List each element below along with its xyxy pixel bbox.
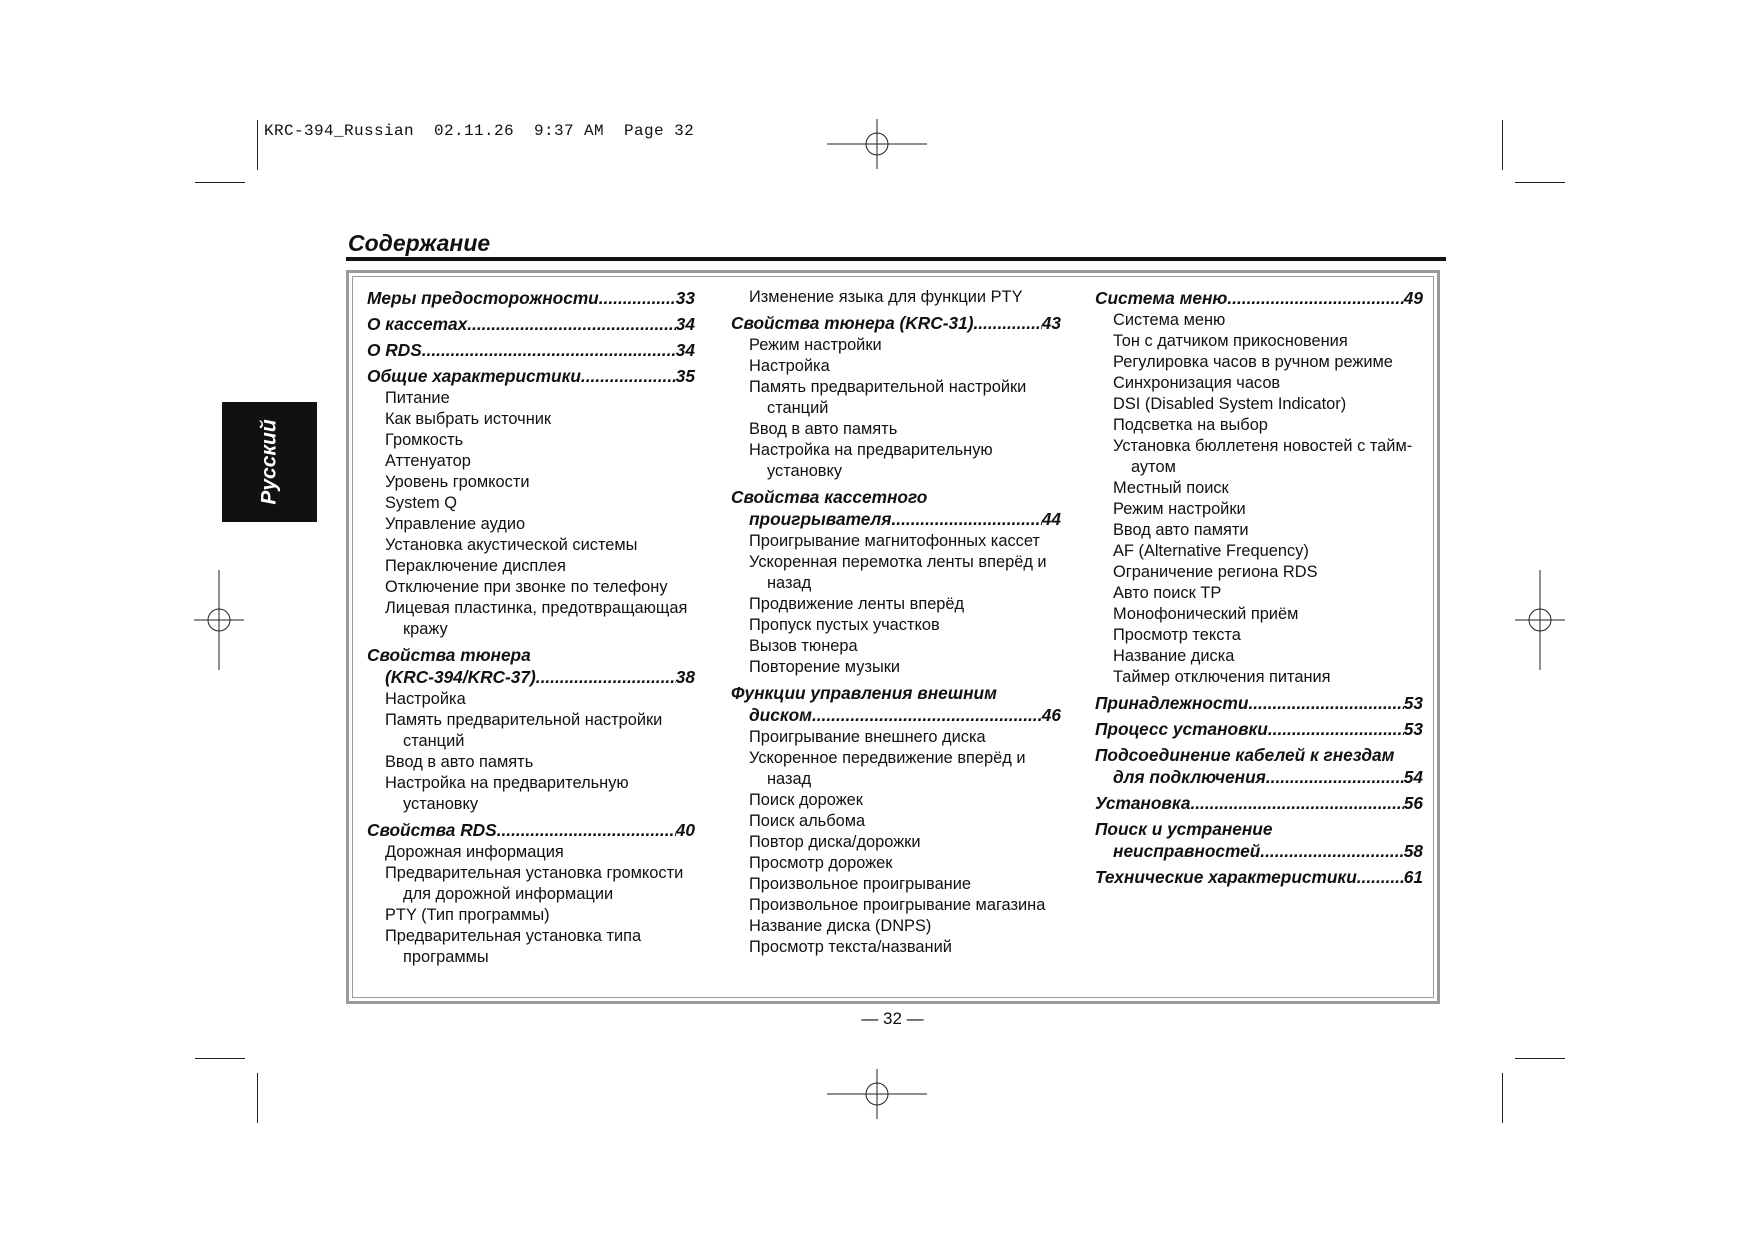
toc-entry: [1095, 818, 1423, 862]
toc-sub-list: [731, 531, 1061, 678]
toc-entry-page: 43: [1041, 313, 1061, 333]
crop-mark-bottom-left-vertical: [257, 1073, 258, 1123]
toc-entry-title: для подключения: [1113, 767, 1266, 787]
toc-sub-item: Подсветка на выбор: [1113, 416, 1268, 434]
toc-entry-page: 46: [1041, 705, 1061, 725]
crop-mark-bottom-left-horizontal: [195, 1058, 245, 1059]
crop-mark-bottom-right-vertical: [1502, 1073, 1503, 1123]
toc-sub-item: System Q: [385, 494, 457, 512]
toc-sub-item: Монофонический приём: [1113, 605, 1299, 623]
toc-sub-item: Система меню: [1113, 311, 1226, 329]
toc-sub-item: Ввод в авто память: [385, 753, 534, 771]
toc-sub-item: Дорожная информация: [385, 843, 564, 861]
toc-entry-title: Свойства RDS: [367, 820, 497, 840]
toc-sub-item: Предварительная установка типа программы: [385, 927, 642, 966]
toc-sub-item: Пропуск пустых участков: [749, 616, 940, 634]
toc-entry-page: 58: [1403, 841, 1423, 861]
toc-entry: [1095, 287, 1423, 309]
toc-entry-page: 44: [1041, 509, 1061, 529]
title-rule: [346, 257, 1446, 261]
toc-entry-page: 54: [1403, 767, 1423, 787]
language-side-tab: [222, 402, 317, 522]
toc-entry-line: [1095, 287, 1423, 309]
toc-entry-line: [367, 287, 695, 309]
toc-entry: [1095, 792, 1423, 814]
toc-sub-item: Повторение музыки: [749, 658, 901, 676]
registration-mark-top-icon: [827, 94, 927, 194]
toc-sub-list: [367, 689, 695, 815]
toc-sub-item: Уровень громкости: [385, 473, 530, 491]
crop-mark-top-left-horizontal: [195, 182, 245, 183]
toc-sub-item: Ускоренное передвижение вперёд и назад: [749, 749, 1026, 788]
toc-dot-leader: [467, 313, 676, 335]
toc-entry-title: диском: [749, 705, 812, 725]
toc-dot-leader: [891, 508, 1041, 530]
toc-entry-page: 34: [675, 314, 695, 334]
toc-sub-item: Установка акустической системы: [385, 536, 638, 554]
toc-dot-leader: [812, 704, 1042, 726]
toc-sub-item: Просмотр текста/названий: [749, 938, 952, 956]
toc-entry-title: (KRC-394/KRC-37): [385, 667, 536, 687]
toc-entry-title: Процесс установки: [1095, 719, 1268, 739]
toc-entry: [367, 644, 695, 688]
toc-entry-title-line: Поиск и устранение: [1095, 819, 1273, 839]
toc-entry-title: О RDS: [367, 340, 422, 360]
toc-sub-item: Произвольное проигрывание: [749, 875, 972, 893]
toc-sub-item: Отключение при звонке по телефону: [385, 578, 668, 596]
toc-entry-line: [731, 508, 1061, 530]
toc-entry-line: [367, 339, 695, 361]
toc-entry-title: проигрывателя: [749, 509, 892, 529]
toc-entry-title-line: Свойства кассетного: [731, 487, 928, 507]
print-slug-line: KRC-394_Russian 02.11.26 9:37 AM Page 32: [264, 122, 695, 140]
toc-dot-leader: [1248, 692, 1403, 714]
toc-entry-line: [1095, 718, 1423, 740]
toc-sub-item: Пераключение дисплея: [385, 557, 566, 575]
toc-entry-title: Свойства тюнера (KRC-31): [731, 313, 974, 333]
crop-mark-top-right-horizontal: [1515, 182, 1565, 183]
toc-entry-page: 34: [675, 340, 695, 360]
toc-sub-item: Проигрывание магнитофонных кассет: [749, 532, 1040, 550]
toc-sub-item: Ускоренная перемотка ленты вперёд и назад: [749, 553, 1047, 592]
toc-entry: [731, 486, 1061, 530]
toc-entry-line: [1095, 692, 1423, 714]
toc-sub-item: Память предварительной настройки станций: [749, 378, 1027, 417]
toc-entry: [731, 312, 1061, 334]
toc-entry-title: Технические характеристики: [1095, 867, 1357, 887]
toc-entry-page: 38: [675, 667, 695, 687]
toc-sub-list: [367, 842, 695, 968]
toc-entry-line: [367, 666, 695, 688]
toc-sub-list: [731, 727, 1061, 958]
toc-entry-page: 49: [1403, 288, 1423, 308]
toc-entry: [1095, 718, 1423, 740]
toc-sub-item: Проигрывание внешнего диска: [749, 728, 986, 746]
toc-sub-item: Управление аудио: [385, 515, 526, 533]
toc-dot-leader: [973, 312, 1041, 334]
language-side-tab-label: Русский: [257, 419, 281, 505]
toc-sub-item: Режим настройки: [1113, 500, 1246, 518]
toc-sub-item: Режим настройки: [749, 336, 882, 354]
toc-sub-item: Поиск альбома: [749, 812, 866, 830]
toc-entry: [731, 682, 1061, 726]
toc-sub-item: Настройка на предварительную установку: [749, 441, 993, 480]
toc-entry: [1095, 866, 1423, 888]
toc-sub-item: Изменение языка для функции PTY: [749, 288, 1023, 306]
toc-sub-list: [731, 335, 1061, 482]
toc-sub-item: Название диска: [1113, 647, 1235, 665]
toc-sub-item: Продвижение ленты вперёд: [749, 595, 965, 613]
toc-sub-item: Установка бюллетеня новостей с тайм-аутом: [1113, 437, 1413, 476]
toc-sub-item: Вызов тюнера: [749, 637, 858, 655]
toc-entry-line: [1095, 766, 1423, 788]
toc-sub-item: DSI (Disabled System Indicator): [1113, 395, 1347, 413]
toc-entry: [1095, 692, 1423, 714]
toc-entry-line: [1095, 840, 1423, 862]
toc-entry-page: 40: [675, 820, 695, 840]
toc-entry: [367, 365, 695, 387]
page-number: — 32 —: [861, 1009, 924, 1028]
toc-sub-item: Тон с датчиком прикосновения: [1113, 332, 1348, 350]
toc-entry-line: [1095, 792, 1423, 814]
toc-sub-list: [731, 287, 1061, 308]
toc-entry: [367, 819, 695, 841]
toc-entry-page: 56: [1403, 793, 1423, 813]
toc-sub-item: Настройка: [749, 357, 830, 375]
toc-entry-title-line: Свойства тюнера: [367, 645, 531, 665]
registration-mark-bottom-icon: [827, 1044, 927, 1144]
toc-sub-item: Авто поиск TP: [1113, 584, 1222, 602]
toc-sub-item: Настройка: [385, 690, 466, 708]
toc-sub-item: Название диска (DNPS): [749, 917, 932, 935]
toc-entry-line: [367, 313, 695, 335]
toc-entry-line: [731, 312, 1061, 334]
toc-sub-item: Как выбрать источник: [385, 410, 552, 428]
toc-entry: [367, 339, 695, 361]
toc-entry-page: 53: [1403, 693, 1423, 713]
crop-mark-top-right-vertical: [1502, 120, 1503, 170]
toc-entry-title: Принадлежности: [1095, 693, 1249, 713]
toc-sub-item: Синхронизация часов: [1113, 374, 1281, 392]
toc-sub-item: Память предварительной настройки станций: [385, 711, 663, 750]
toc-sub-item: Предварительная установка громкости для дорожной информации: [385, 864, 684, 903]
toc-column-3: [1095, 287, 1423, 889]
toc-sub-item: Ввод авто памяти: [1113, 521, 1249, 539]
toc-dot-leader: [581, 365, 676, 387]
toc-sub-item: Громкость: [385, 431, 464, 449]
crop-mark-top-left-vertical: [257, 120, 258, 170]
toc-sub-item: PTY (Тип программы): [385, 906, 550, 924]
toc-entry-title: Меры предосторожности: [367, 288, 599, 308]
toc-entry-title-line: Подсоединение кабелей к гнездам: [1095, 745, 1395, 765]
registration-mark-left-icon: [169, 570, 269, 670]
toc-sub-item: Просмотр дорожек: [749, 854, 893, 872]
toc-entry-line: [367, 819, 695, 841]
toc-sub-item: Местный поиск: [1113, 479, 1229, 497]
toc-entry-line: [1095, 866, 1423, 888]
toc-entry-page: 33: [675, 288, 695, 308]
toc-dot-leader: [497, 819, 676, 841]
toc-sub-list: [367, 388, 695, 640]
toc-entry: [1095, 744, 1423, 788]
toc-sub-item: Поиск дорожек: [749, 791, 863, 809]
toc-sub-item: Питание: [385, 389, 450, 407]
toc-dot-leader: [1357, 866, 1404, 888]
toc-entry-title: Установка: [1095, 793, 1191, 813]
toc-sub-list: [1095, 310, 1423, 688]
toc-column-1: [367, 287, 695, 968]
toc-entry: [367, 313, 695, 335]
toc-entry-page: 35: [675, 366, 695, 386]
toc-dot-leader: [536, 666, 676, 688]
toc-entry-line: [367, 365, 695, 387]
toc-entry-page: 61: [1403, 867, 1423, 887]
toc-sub-item: Таймер отключения питания: [1113, 668, 1331, 686]
toc-entry-title: неисправностей: [1113, 841, 1261, 861]
toc-entry-title-line: Функции управления внешним: [731, 683, 997, 703]
toc-column-2: [731, 287, 1061, 958]
toc-dot-leader: [1227, 287, 1403, 309]
toc-dot-leader: [1260, 840, 1403, 862]
toc-entry: [367, 287, 695, 309]
toc-sub-item: AF (Alternative Frequency): [1113, 542, 1309, 560]
toc-sub-item: Настройка на предварительную установку: [385, 774, 629, 813]
toc-dot-leader: [1268, 718, 1404, 740]
page-title: Содержание: [348, 230, 491, 256]
toc-dot-leader: [1266, 766, 1404, 788]
toc-dot-leader: [422, 339, 676, 361]
crop-mark-bottom-right-horizontal: [1515, 1058, 1565, 1059]
toc-sub-item: Произвольное проигрывание магазина: [749, 896, 1046, 914]
toc-sub-item: Регулировка часов в ручном режиме: [1113, 353, 1393, 371]
toc-entry-title: О кассетах: [367, 314, 468, 334]
toc-dot-leader: [599, 287, 676, 309]
toc-entry-line: [731, 704, 1061, 726]
registration-mark-right-icon: [1490, 570, 1590, 670]
toc-sub-item: Аттенуатор: [385, 452, 471, 470]
toc-sub-item: Ограничение региона RDS: [1113, 563, 1318, 581]
toc-sub-item: Лицевая пластинка, предотвращающая кражу: [385, 599, 688, 638]
toc-sub-item: Просмотр текста: [1113, 626, 1241, 644]
toc-entry-title: Система меню: [1095, 288, 1228, 308]
toc-sub-item: Ввод в авто память: [749, 420, 898, 438]
toc-sub-item: Повтор диска/дорожки: [749, 833, 921, 851]
toc-dot-leader: [1190, 792, 1403, 814]
toc-entry-title: Общие характеристики: [367, 366, 581, 386]
toc-entry-page: 53: [1403, 719, 1423, 739]
